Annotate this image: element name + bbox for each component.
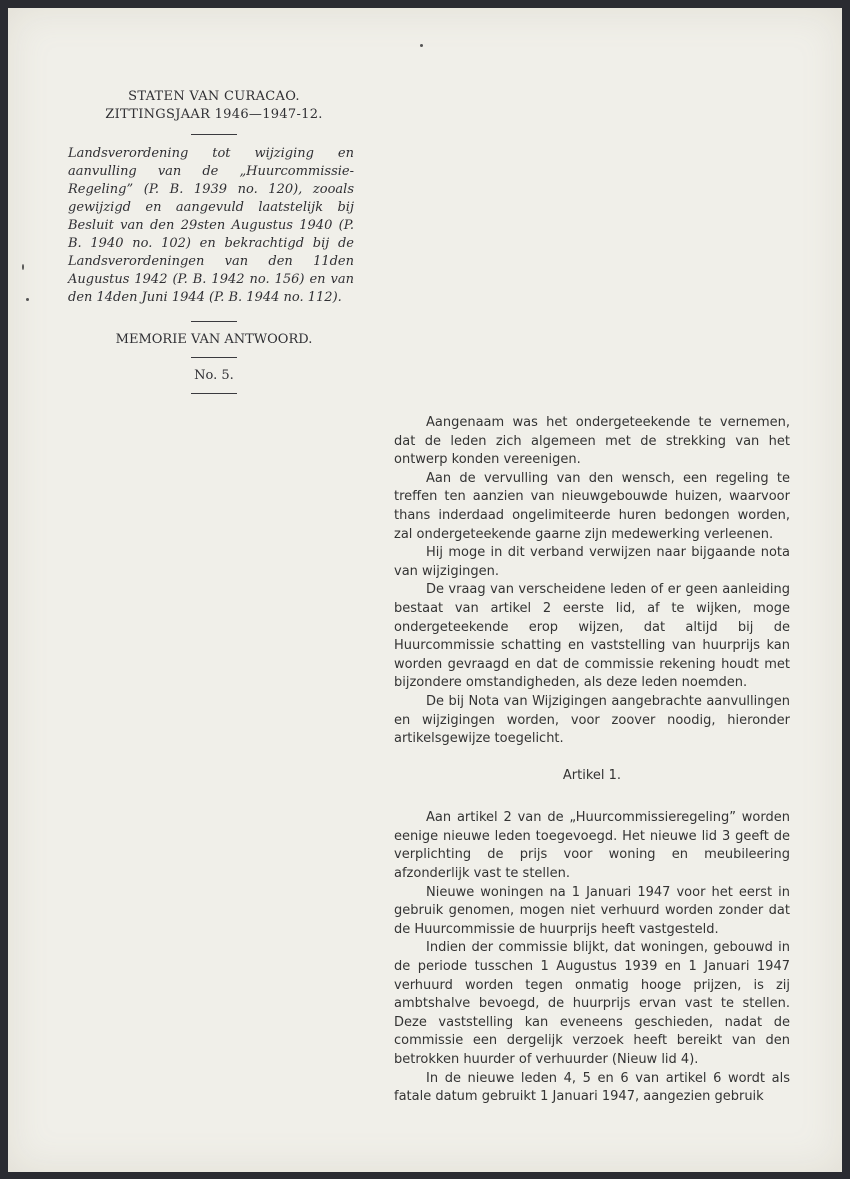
memo-body — [394, 414, 790, 1107]
paper-speck — [420, 44, 423, 47]
body-paragraph: Aan de vervulling van den wensch, een regeling te treffen ten aanzien van nieuwgebouwde huizen, waarvoor thans inderdaad ongelimiteerde huren bedongen worden, zal ondergeteekende gaarne zijn medewerking verleenen. — [394, 470, 790, 542]
body-paragraph: Aan artikel 2 van de „Huurcommissieregeling” worden eenige nieuwe leden toegevoegd. Het nieuwe lid 3 geeft de verplichting de prijs voor woning en meubileering afzonderlijk vast te stellen. — [394, 810, 790, 882]
divider — [191, 393, 237, 394]
body-paragraph: In de nieuwe leden 4, 5 en 6 van artikel 6 wordt als fatale datum gebruikt 1 Januari 1947, aangezien gebruik — [394, 1070, 790, 1105]
memo-title: MEMORIE VAN ANTWOORD. — [115, 332, 313, 347]
left-column — [64, 88, 364, 404]
header-line-2: ZITTINGSJAAR 1946—1947-12. — [105, 107, 323, 122]
body-paragraph: Nieuwe woningen na 1 Januari 1947 voor het eerst in gebruik genomen, mogen niet verhuurd worden zonder dat de Huurcommissie de huurprijs heeft vastgesteld. — [394, 884, 790, 937]
paper-speck — [26, 298, 29, 301]
document-number: No. 5. — [194, 368, 234, 383]
article-heading: Artikel 1. — [562, 767, 622, 783]
body-paragraph: Hij moge in dit verband verwijzen naar bijgaande nota van wijzigingen. — [394, 545, 790, 579]
header-line-1: STATEN VAN CURACAO. — [128, 89, 300, 104]
paper-speck — [22, 264, 24, 270]
divider — [191, 134, 237, 135]
divider — [191, 357, 237, 358]
divider — [191, 321, 237, 322]
body-paragraph: De vraag van verscheidene leden of er geen aanleiding bestaat van artikel 2 eerste lid, af te wijken, moge ondergeteekende erop wijzen, dat altijd bij de Huurcommissie schatting en vaststelling van huurprijs kan worden gevraagd en dat de commissie rekening houdt met bijzondere omstandigheden, als deze leden noemden. — [394, 582, 790, 691]
body-paragraph: Aangenaam was het ondergeteekende te vernemen, dat de leden zich algemeen met de strekking van het ontwerp konden vereenigen. — [394, 415, 790, 468]
assembly-header — [64, 88, 364, 124]
body-paragraph: De bij Nota van Wijzigingen aangebrachte aanvullingen en wijzigingen worden, voor zoover noodig, hieronder artikelsgewijze toegelicht. — [394, 693, 790, 747]
document-page — [8, 8, 842, 1172]
ordinance-subject: Landsverordening tot wijziging en aanvulling van de „Huurcommissie-Regeling” (P. B. 1939 no. 120), zooals gewijzigd en aangevuld laatstelijk bij Besluit van den 29sten Augustus 1940 (P. B. 1940 no. 102) en bekrachtigd bij de Landsverordeningen van den 11den Augustus 1942 (P. B. 1942 no. 156) en van den 14den Juni 1944 (P. B. 1944 no. 112). — [68, 146, 354, 305]
body-paragraph: Indien der commissie blijkt, dat woningen, gebouwd in de periode tusschen 1 Augustus 1939 en 1 Januari 1947 verhuurd worden tegen onmatig hooge prijzen, is zij ambtshalve bevoegd, de huurprijs ervan vast te stellen. Deze vaststelling kan eveneens geschieden, nadat de commissie een dergelijk verzoek heeft bereikt van den betrokken huurder of verhuurder (Nieuw lid 4). — [394, 940, 790, 1067]
